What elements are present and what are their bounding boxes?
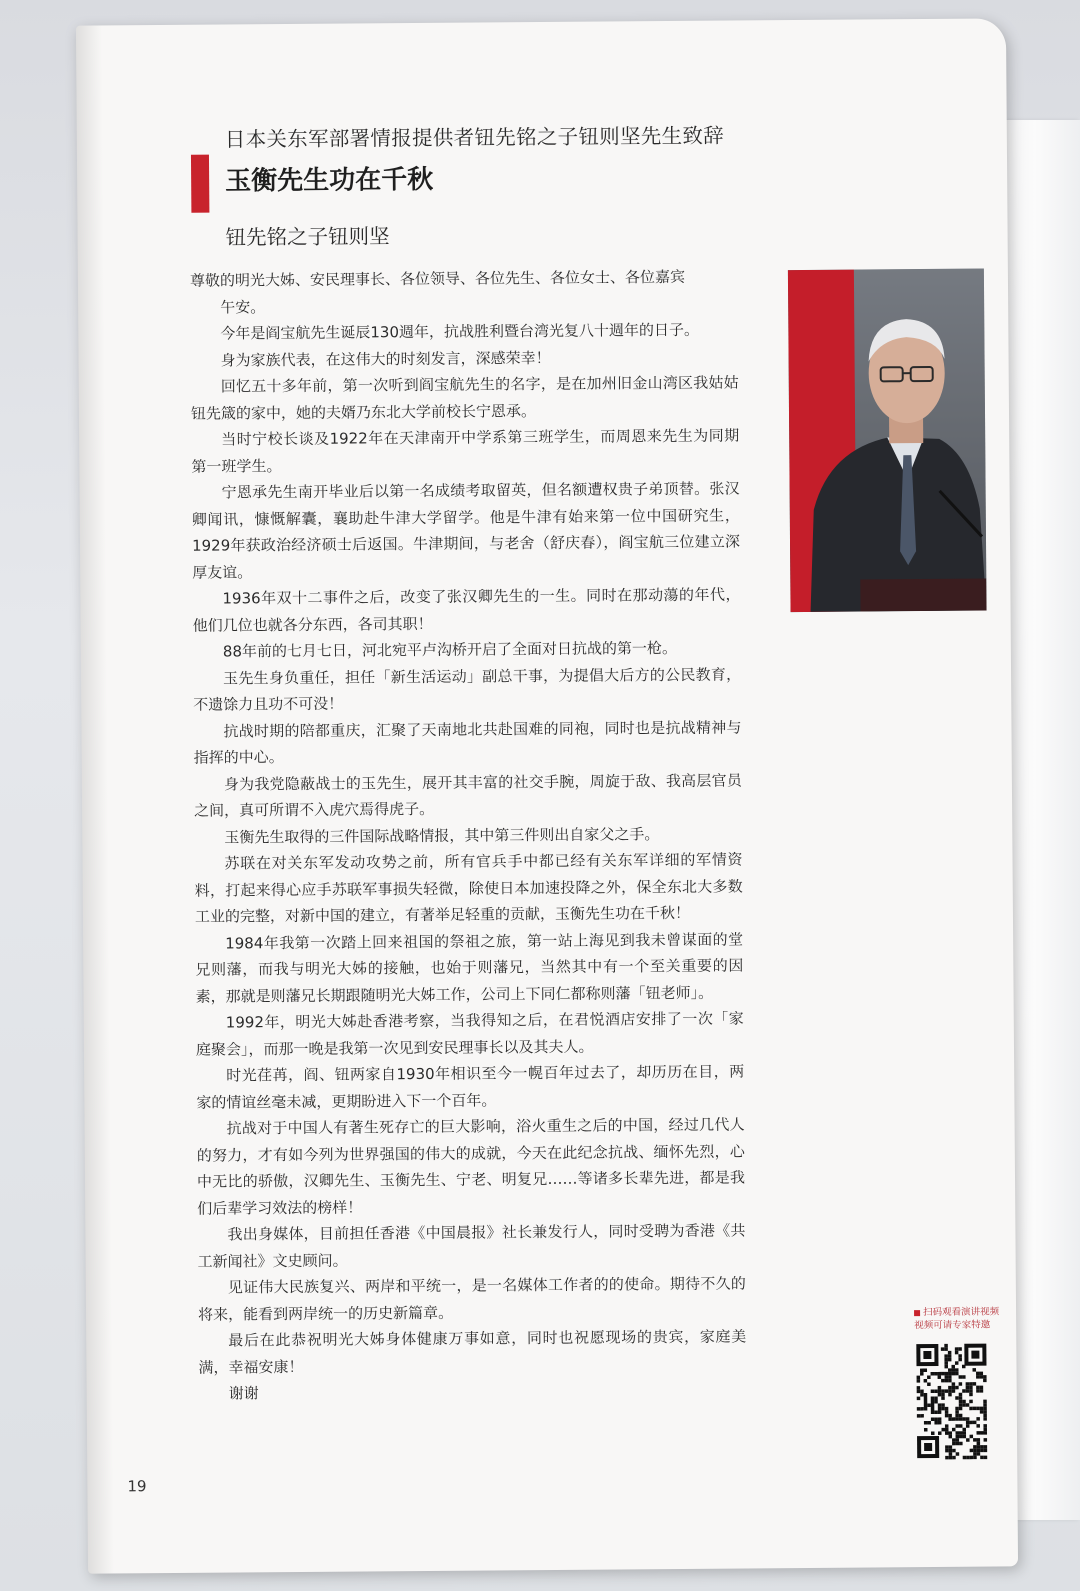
paragraph: 见证伟大民族复兴、两岸和平统一，是一名媒体工作者的的使命。期待不久的将来，能看到两岸统一的历史新篇章。 xyxy=(197,1274,746,1324)
paragraph: 午安。 xyxy=(220,297,266,317)
paragraph: 今年是阎宝航先生诞辰130週年，抗战胜利暨台湾光复八十週年的日子。 xyxy=(220,320,700,343)
magazine-page xyxy=(76,18,1018,1573)
article-body xyxy=(190,263,747,1407)
paragraph: 1984年我第一次踏上回来祖国的祭祖之旅，第一站上海见到我未曾谋面的堂兄则藩，而我与明光大姊的接触，也始于则藩兄，当然其中有一个至关重要的因素，那就是则藩兄长期跟随明光大姊工作，公司上下同仁都称则藩「钮老师」。 xyxy=(195,929,744,1006)
speaker-photo xyxy=(788,269,987,613)
article-author: 钮先铭之子钮则坚 xyxy=(225,224,390,250)
title-accent-bar xyxy=(191,155,209,213)
qr-caption: 扫码观看演讲视频 视频可请专家特邀 xyxy=(914,1306,1000,1332)
paragraph: 我出身媒体，目前担任香港《中国晨报》社长兼发行人，同时受聘为香港《共工新闻社》文史顾问。 xyxy=(197,1221,746,1271)
article-title: 玉衡先生功在千秋 xyxy=(225,164,434,197)
paragraph: 身为我党隐蔽战士的玉先生，展开其丰富的社交手腕，周旋于敌、我高层官员之间，真可所谓不入虎穴焉得虎子。 xyxy=(194,770,742,820)
red-square-icon xyxy=(914,1310,920,1316)
paragraph: 1936年双十二事件之后，改变了张汉卿先生的一生。同时在那动蕩的年代，他们几位也就各分东西，各司其职！ xyxy=(192,585,741,635)
paragraph: 88年前的七月七日，河北宛平卢沟桥开启了全面对日抗战的第一枪。 xyxy=(222,638,678,661)
paragraph: 宁恩承先生南开毕业后以第一名成绩考取留英，但名额遭权贵子弟顶替。张汉卿闻讯，慷慨解囊，襄助赴牛津大学留学。他是牛津有始来第一位中国研究生，1929年获政治经济硕士后返国。牛津期间，与老舍（舒庆春），阎宝航三位建立深厚友谊。 xyxy=(191,479,741,582)
paragraph: 玉衡先生取得的三件国际战略情报，其中第三件则出自家父之手。 xyxy=(224,824,660,847)
paragraph: 苏联在对关东军发动攻势之前，所有官兵手中都已经有关东军详细的军情资料，打起来得心应手苏联军事损失轻微，除使日本加速投降之外，保全东北大多数工业的完整，对新中国的建立，有著举足轻重的贡献，玉衡先生功在千秋！ xyxy=(194,850,743,926)
salutation: 尊敬的明光大姊、安民理事长、各位领导、各位先生、各位女士、各位嘉宾 xyxy=(189,267,686,290)
paragraph: 谢谢 xyxy=(228,1384,259,1403)
paragraph: 1992年，明光大姊赴香港考察，当我得知之后，在君悦酒店安排了一次「家庭聚会」，而那一晚是我第一次见到安民理事长以及其夫人。 xyxy=(195,1009,744,1059)
paragraph: 身为家族代表，在这伟大的时刻发言，深感荣幸！ xyxy=(220,348,551,370)
paragraph: 抗战时期的陪都重庆，汇聚了天南地北共赴国难的同袍，同时也是抗战精神与指挥的中心。 xyxy=(193,717,742,767)
qr-code-block[interactable] xyxy=(914,1306,1000,1465)
paragraph: 抗战对于中国人有著生死存亡的巨大影响，浴火重生之后的中国，经过几代人的努力，才有如今列为世界强国的伟大的成就，今天在此纪念抗战、缅怀先烈，心中无比的骄傲，汉卿先生、玉衡先生、宁老、明复兄……等诸多长辈先进，都是我们后辈学习效法的榜样！ xyxy=(196,1115,746,1218)
paragraph: 最后在此恭祝明光大姊身体健康万事如意，同时也祝愿现场的贵宾，家庭美满，幸福安康！ xyxy=(198,1327,747,1377)
paragraph: 回忆五十多年前，第一次听到阎宝航先生的名字，是在加州旧金山湾区我姑姑钮先箴的家中，她的夫婿乃东北大学前校长宁恩承。 xyxy=(190,373,739,423)
qr-code-graphic xyxy=(914,1336,989,1465)
article-subtitle: 日本关东军部署情报提供者钮先铭之子钮则坚先生致辞 xyxy=(224,123,725,152)
paragraph: 时光荏苒，阎、钮两家自1930年相识至今一幌百年过去了，却历历在目，两家的情谊丝毫未减，更期盼进入下一个百年。 xyxy=(196,1062,745,1112)
adjacent-page-edge xyxy=(1005,120,1080,1520)
paragraph: 当时宁校长谈及1922年在天津南开中学系第三班学生，而周恩来先生为同期第一班学生。 xyxy=(191,426,740,476)
qr-code-icon[interactable] xyxy=(914,1336,989,1465)
paragraph: 玉先生身负重任，担任「新生活运动」副总干事，为提倡大后方的公民教育，不遗馀力且功不可没！ xyxy=(193,664,742,714)
page-number: 19 xyxy=(127,1477,147,1496)
speaker-portrait-illustration xyxy=(788,269,987,613)
